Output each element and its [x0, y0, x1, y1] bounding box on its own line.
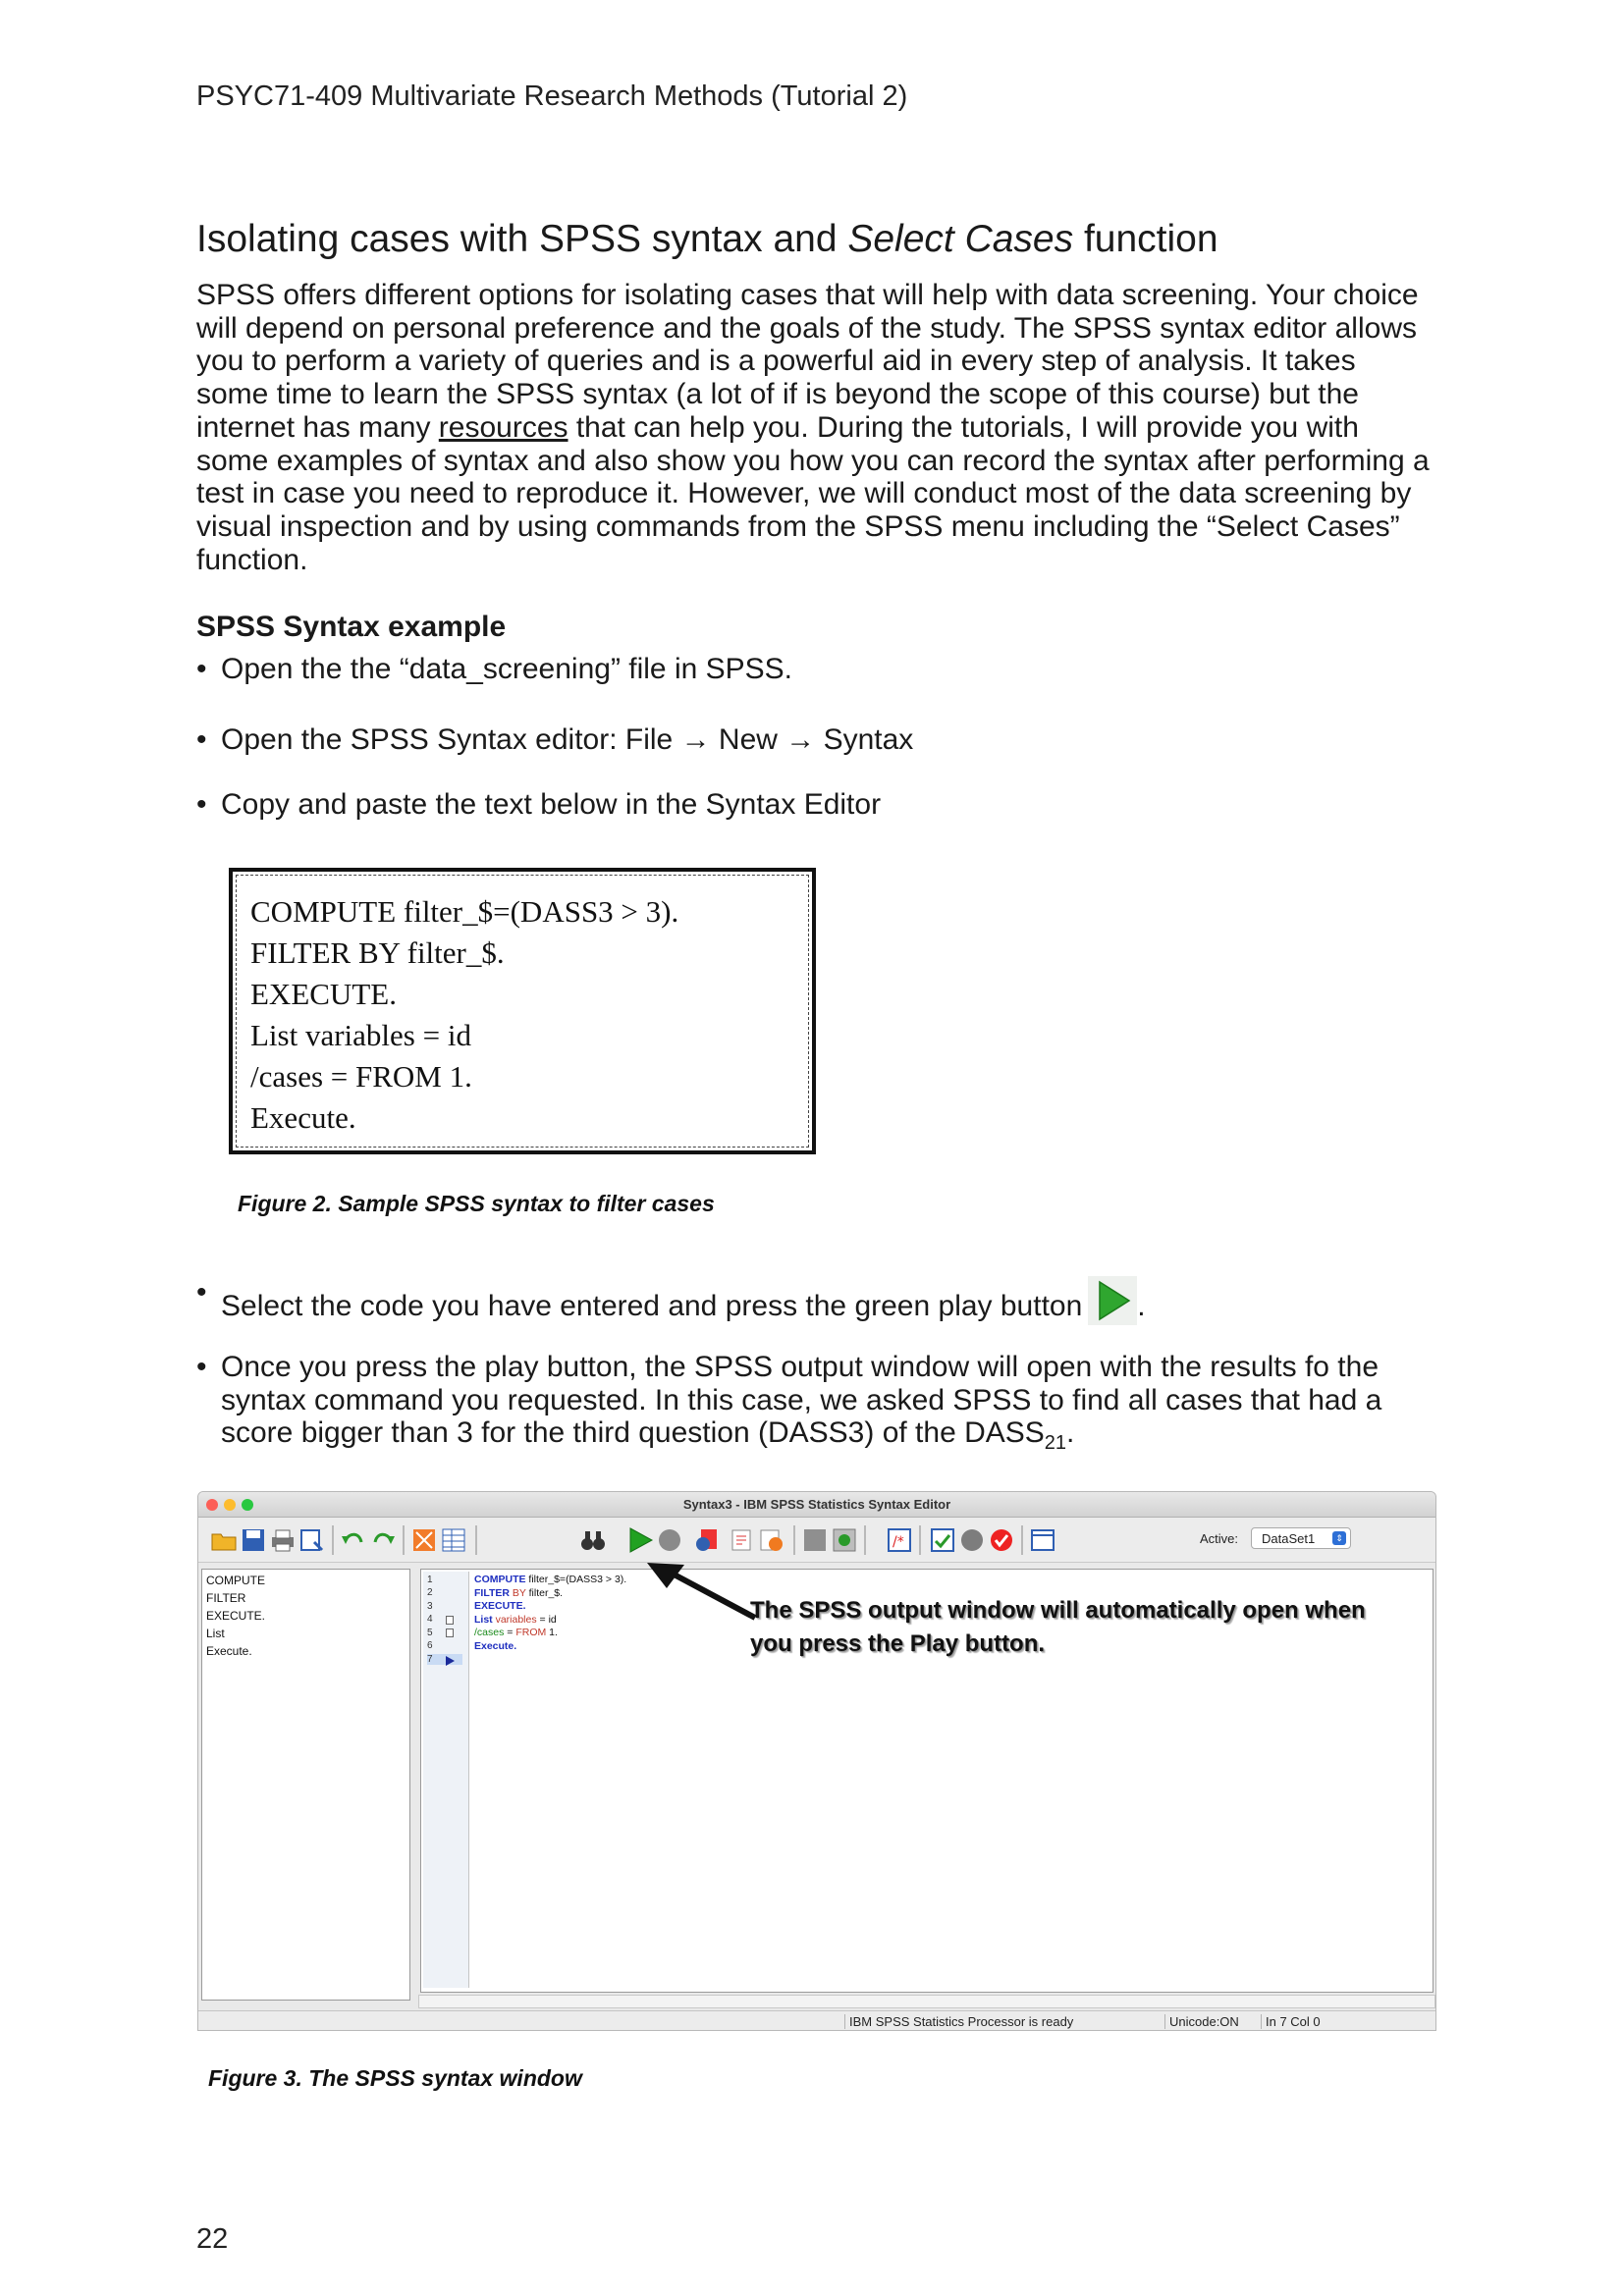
window-title: Syntax3 - IBM SPSS Statistics Syntax Editor [682, 1497, 951, 1512]
figure-2-caption: Figure 2. Sample SPSS syntax to filter cases [238, 1191, 715, 1216]
bullet-text: Open the SPSS Syntax editor: File → New → Syntax [221, 723, 914, 756]
status-bar [198, 2010, 1435, 2031]
callout-annotation: The SPSS output window will automatically open when you press the Play button. [750, 1597, 1366, 1657]
status-processor: IBM SPSS Statistics Processor is ready [844, 2014, 1077, 2029]
gray-square-icon[interactable] [801, 1526, 829, 1554]
status-cursor-position: In 7 Col 0 [1261, 2014, 1325, 2029]
editor-line: EXECUTE. [474, 1600, 526, 1612]
figure-3-caption: Figure 3. The SPSS syntax window [208, 2065, 582, 2091]
find-binoculars-icon[interactable] [579, 1526, 607, 1554]
redo-icon[interactable] [369, 1526, 397, 1554]
code-line: Execute. [250, 1100, 356, 1135]
nav-item[interactable]: Execute. [206, 1644, 252, 1658]
page-number: 22 [196, 2223, 229, 2255]
bullet-open-syntax [196, 723, 1429, 757]
fold-marker-icon[interactable] [446, 1616, 454, 1639]
active-dataset-select[interactable]: DataSet1 ⇕ [1251, 1527, 1351, 1549]
editor-line: FILTER BY filter_$. [474, 1586, 564, 1599]
nav-item[interactable]: List [206, 1627, 225, 1640]
print-icon[interactable] [269, 1526, 297, 1554]
horizontal-scrollbar[interactable] [418, 1995, 1435, 2008]
editor-line: COMPUTE filter_$=(DASS3 > 3). [474, 1574, 627, 1585]
comment-icon[interactable] [886, 1526, 913, 1554]
active-dataset-label: Active: [1200, 1531, 1239, 1546]
bullet-text: Open the the “data_screening” file in SPSS. [221, 653, 793, 685]
syntax-help-icon[interactable] [693, 1526, 721, 1554]
line-number: 7 [427, 1654, 462, 1665]
spell-check-icon[interactable] [988, 1526, 1015, 1554]
save-icon[interactable] [240, 1526, 267, 1554]
bullet-glyph: • [196, 723, 207, 756]
add-icon[interactable] [831, 1526, 858, 1554]
goto-case-icon[interactable] [410, 1526, 438, 1554]
subheading: SPSS Syntax example [196, 611, 507, 643]
variables-icon[interactable] [440, 1526, 467, 1554]
line-number: 5 [427, 1628, 433, 1638]
editor-line: List variables = id [474, 1613, 557, 1626]
bullet-copy-paste [196, 788, 1429, 822]
line-number: 2 [427, 1587, 433, 1598]
syntax-navigation-pane[interactable] [201, 1569, 410, 2001]
code-line: FILTER BY filter_$. [250, 935, 505, 970]
bullet-glyph: • [196, 1276, 207, 1308]
toolbar [198, 1518, 1435, 1563]
code-line: EXECUTE. [250, 977, 397, 1011]
nav-item[interactable]: FILTER [206, 1591, 246, 1605]
undo-icon[interactable] [340, 1526, 367, 1554]
line-number: 3 [427, 1601, 433, 1612]
bullet-open-file [196, 653, 1429, 686]
bullet-glyph: • [196, 653, 207, 685]
current-line-arrow-icon [446, 1656, 455, 1666]
designate-window-icon[interactable] [1029, 1526, 1056, 1554]
stop-icon[interactable] [656, 1526, 683, 1554]
editor-line: Execute. [474, 1639, 517, 1652]
line-number: 4 [427, 1614, 433, 1625]
syntax-code-box [229, 868, 816, 1154]
code-line: COMPUTE filter_$=(DASS3 > 3). [250, 894, 679, 929]
status-unicode: Unicode:ON [1164, 2014, 1243, 2029]
toggle-icon[interactable] [758, 1526, 785, 1554]
svg-text:/*: /* [893, 1534, 904, 1550]
validate-icon[interactable] [929, 1526, 956, 1554]
window-titlebar [198, 1492, 1435, 1518]
bullet-select-code [196, 1276, 1429, 1325]
bullet-output-window [196, 1351, 1429, 1461]
nav-item[interactable]: EXECUTE. [206, 1609, 266, 1623]
spss-syntax-window [197, 1491, 1436, 2031]
editor-line: /cases = FROM 1. [474, 1627, 558, 1638]
select-arrows-icon: ⇕ [1332, 1531, 1346, 1545]
bullet-text: Once you press the play button, the SPSS output window will open with the results fo the syntax command you requested. In this case, we asked SPSS to find all cases that had a score bigger than 3 for the third question (DASS3) of the $DASS_{21}$. [221, 1351, 1382, 1455]
bullet-text: Select the code you have entered and press the green play button . [221, 1276, 1429, 1325]
intro-paragraph: SPSS offers different options for isolating cases that will help with data screening. Your choice will depend on personal preference and the goals of the study. The SPSS syntax editor allows you to perform a variety of queries and is a powerful aid in every step of analysis. It takes some time to learn the SPSS syntax (a lot of if is beyond the scope of this course) but the internet has many resources that can help you. During the tutorials, I will provide you with some examples of syntax and also show you how you can record the syntax after performing a test in case you need to reproduce it. However, we will conduct most of the data screening by visual inspection and by using commands from the SPSS menu including the “Select Cases” function. [196, 279, 1430, 576]
line-number: 6 [427, 1640, 433, 1651]
play-icon [1088, 1276, 1137, 1325]
bullet-glyph: • [196, 1351, 207, 1383]
export-icon[interactable] [298, 1526, 326, 1554]
gray-circle-icon[interactable] [958, 1526, 986, 1554]
running-header: PSYC71-409 Multivariate Research Methods (Tutorial 2) [196, 80, 908, 112]
callout-arrow-icon [645, 1561, 758, 1622]
open-folder-icon[interactable] [210, 1526, 238, 1554]
run-play-icon[interactable] [626, 1526, 654, 1554]
bullet-text: Copy and paste the text below in the Syntax Editor [221, 788, 882, 821]
section-title: Isolating cases with SPSS syntax and Select Cases function [196, 218, 1218, 260]
code-line: List variables = id [250, 1018, 471, 1052]
line-number: 1 [427, 1575, 433, 1585]
syntax-code[interactable] [474, 1574, 626, 1653]
line-number-gutter [423, 1572, 469, 1988]
nav-item[interactable]: COMPUTE [206, 1574, 265, 1587]
resources-link[interactable]: resources [438, 410, 568, 444]
code-line: /cases = FROM 1. [250, 1059, 472, 1094]
bullet-glyph: • [196, 788, 207, 821]
bookmark-icon[interactable] [729, 1526, 756, 1554]
